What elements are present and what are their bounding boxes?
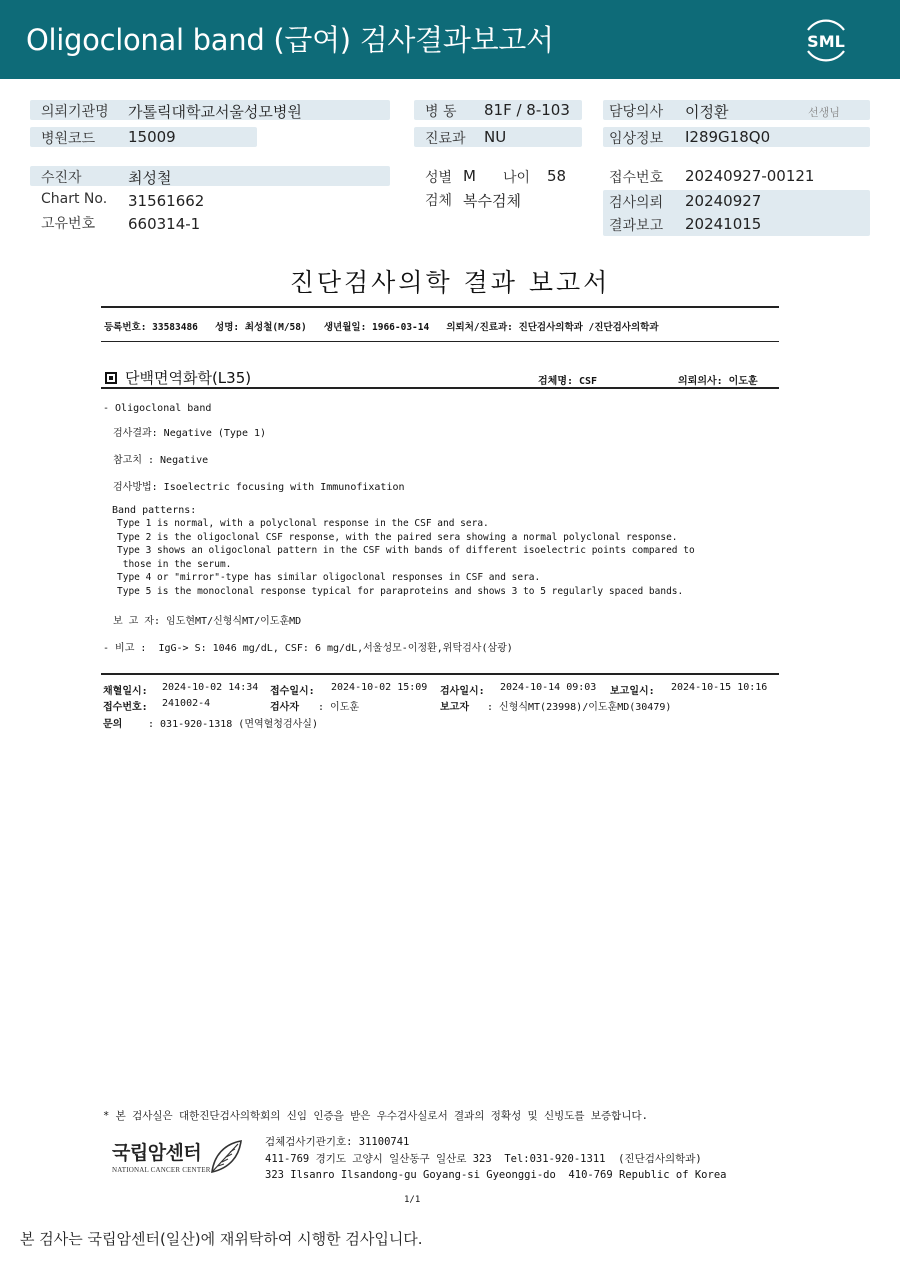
section-heading bbox=[105, 367, 251, 388]
reporter-label: 보고자 bbox=[440, 702, 469, 713]
tester-label: 검사자 bbox=[270, 702, 299, 713]
receipt-label: 접수번호 bbox=[609, 170, 664, 186]
result-line: 검사결과: Negative (Type 1) bbox=[113, 428, 267, 439]
specimen-value: 복수검체 bbox=[463, 192, 521, 210]
patient-value: 최성철 bbox=[128, 169, 172, 187]
unique-id-value: 660314-1 bbox=[128, 215, 201, 233]
contact-label: 문의 bbox=[103, 719, 123, 730]
sex-label: 성별 bbox=[425, 170, 453, 186]
divider-top bbox=[101, 306, 779, 308]
band-line: Type 2 is the oligoclonal CSF response, with the paired sera showing a normal polyclonal response. bbox=[117, 532, 678, 543]
certification-note: * 본 검사실은 대한진단검사의학회의 신임 인증을 받은 우수검사실로서 결과의 정확성 및 신빙도를 보증합니다. bbox=[103, 1110, 648, 1122]
reference-line: 참고치 : Negative bbox=[113, 455, 209, 466]
band-line: Type 5 is the monoclonal response typical for paraproteins and shows 3 to 5 regularly spaced bands. bbox=[117, 586, 684, 597]
report-time-label: 보고일시: bbox=[610, 686, 655, 697]
divider-meta bbox=[101, 673, 779, 675]
meta-receipt-label: 접수번호: bbox=[103, 702, 148, 713]
band-line: Type 4 or "mirror"-type has similar oligoclonal responses in CSF and sera. bbox=[117, 572, 541, 583]
request-date-label: 검사의뢰 bbox=[609, 195, 664, 211]
test-time-value: 2024-10-14 09:03 bbox=[500, 682, 597, 693]
collect-value: 2024-10-02 14:34 bbox=[162, 682, 259, 693]
receipt-value: 20240927-00121 bbox=[685, 167, 815, 185]
requesting-doctor: 의뢰의사: 이도훈 bbox=[678, 376, 758, 387]
logo-english-name: NATIONAL CANCER CENTER bbox=[112, 1166, 211, 1174]
logo-korean-name: 국립암센터 bbox=[112, 1142, 202, 1164]
doctor-label: 담당의사 bbox=[609, 104, 664, 120]
method-line: 검사방법: Isoelectric focusing with Immunofixation bbox=[113, 482, 405, 493]
band-line: Type 3 shows an oligoclonal pattern in the CSF with bands of different isoelectric points compared to bbox=[117, 545, 695, 556]
section-name: 단백면역화학(L35) bbox=[125, 369, 252, 387]
hospital-code-value: 15009 bbox=[128, 128, 176, 146]
address-english: 323 Ilsanro Ilsandong-gu Goyang-si Gyeonggi-do 410-769 Republic of Korea bbox=[265, 1169, 727, 1181]
meta-receipt-value: 241002-4 bbox=[162, 698, 211, 709]
report-time-value: 2024-10-15 10:16 bbox=[671, 682, 768, 693]
reporter-value: : 신형식MT(23998)/이도훈MD(30479) bbox=[487, 702, 672, 713]
patient-info-line: 등록번호: 33583486 성명: 최성철(M/58) 생년월일: 1966-03-14 의뢰처/진료과: 진단검사의학과 /진단검사의학과 bbox=[104, 322, 659, 333]
clinical-value: I289G18Q0 bbox=[685, 128, 771, 146]
remark-line: - 비고 : IgG-> S: 1046 mg/dL, CSF: 6 mg/dL,서울성모-이정환,위탁검사(삼광) bbox=[103, 643, 513, 654]
band-line: Type 1 is normal, with a polyclonal response in the CSF and sera. bbox=[117, 518, 489, 529]
chart-label: Chart No. bbox=[41, 191, 108, 207]
ward-label: 병 동 bbox=[425, 104, 457, 120]
section-square-icon bbox=[105, 372, 117, 384]
sml-logo bbox=[800, 14, 852, 66]
band-line: those in the serum. bbox=[117, 559, 232, 570]
report-header-title: Oligoclonal band (급여) 검사결과보고서 bbox=[26, 23, 554, 57]
report-title: 진단검사의학 결과 보고서 bbox=[289, 268, 611, 297]
report-date-label: 결과보고 bbox=[609, 218, 664, 234]
divider-patient bbox=[101, 341, 779, 342]
patient-label: 수진자 bbox=[41, 170, 82, 186]
dept-value: NU bbox=[484, 128, 507, 146]
chart-value: 31561662 bbox=[128, 192, 205, 210]
sex-value: M bbox=[463, 167, 476, 185]
clinical-label: 임상정보 bbox=[609, 131, 664, 147]
contact-value: : 031-920-1318 (면역혈청검사실) bbox=[148, 719, 318, 730]
ward-value: 81F / 8-103 bbox=[484, 101, 570, 119]
age-label: 나이 bbox=[503, 170, 531, 186]
patient-row-bg bbox=[30, 166, 390, 186]
collect-label: 채혈일시: bbox=[103, 686, 148, 697]
receive-value: 2024-10-02 15:09 bbox=[331, 682, 428, 693]
test-time-label: 검사일시: bbox=[440, 686, 485, 697]
receive-label: 접수일시: bbox=[270, 686, 315, 697]
report-header bbox=[0, 0, 900, 79]
leaf-emblem-icon bbox=[208, 1138, 244, 1176]
test-name: - Oligoclonal band bbox=[103, 403, 212, 414]
institution-code: 검체검사기관기호: 31100741 bbox=[265, 1136, 410, 1148]
request-date-value: 20240927 bbox=[685, 192, 762, 210]
dept-label: 진료과 bbox=[425, 131, 466, 147]
institution-value: 가톨릭대학교서울성모병원 bbox=[128, 103, 302, 121]
report-date-value: 20241015 bbox=[685, 215, 762, 233]
national-cancer-center-logo bbox=[112, 1138, 211, 1174]
page-number: 1/1 bbox=[404, 1195, 421, 1205]
doctor-value: 이정환 bbox=[685, 103, 729, 121]
sml-logo-text: SML bbox=[807, 32, 845, 51]
band-patterns-title: Band patterns: bbox=[112, 505, 197, 516]
age-value: 58 bbox=[547, 167, 567, 185]
institution-label: 의뢰기관명 bbox=[41, 104, 109, 120]
divider-section bbox=[101, 387, 779, 389]
tester-value: : 이도훈 bbox=[318, 702, 360, 713]
address-korean: 411-769 경기도 고양시 일산동구 일산로 323 Tel:031-920-1311 (진단검사의학과) bbox=[265, 1153, 702, 1165]
reporter-line: 보 고 자: 임도현MT/신형식MT/이도훈MD bbox=[113, 616, 302, 627]
bottom-note: 본 검사는 국립암센터(일산)에 재위탁하여 시행한 검사입니다. bbox=[20, 1230, 423, 1248]
specimen-label: 검체 bbox=[425, 193, 453, 209]
unique-id-label: 고유번호 bbox=[41, 216, 96, 232]
doctor-suffix: 선생님 bbox=[808, 106, 840, 119]
specimen-name: 검체명: CSF bbox=[538, 376, 598, 387]
hospital-code-label: 병원코드 bbox=[41, 131, 96, 147]
